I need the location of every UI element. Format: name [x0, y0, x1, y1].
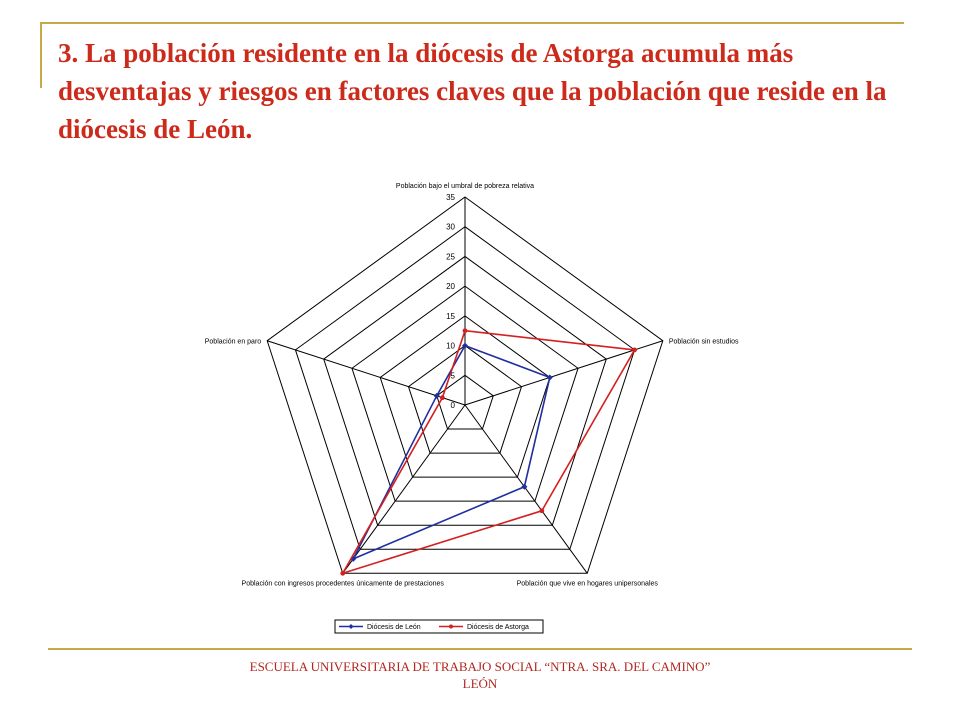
legend-label: Diócesis de León — [367, 624, 421, 631]
axis-spoke — [343, 405, 465, 573]
tick-label: 0 — [450, 401, 455, 410]
slide-title: 3. La población residente en la diócesis de Astorga acumula más desventajas y riesgos en factores claves que la población que reside en la diócesis de León. — [58, 38, 887, 144]
data-point — [440, 395, 445, 400]
radar-chart — [60, 170, 800, 640]
series-line — [343, 331, 635, 574]
top-border — [40, 22, 904, 24]
category-label: Población que vive en hogares unipersonales — [516, 580, 658, 588]
category-label: Población bajo el umbral de pobreza relativa — [395, 183, 535, 190]
tick-label: 25 — [446, 252, 455, 262]
footer — [0, 658, 960, 692]
legend-marker — [449, 625, 453, 629]
category-label: Población con ingresos procedentes únicamente de prestaciones — [241, 580, 444, 588]
data-point — [340, 571, 345, 576]
data-point — [632, 348, 637, 353]
category-label: Población sin estudios — [668, 338, 739, 346]
axis-spoke — [465, 405, 587, 573]
footer-city: LEÓN — [462, 676, 498, 691]
tick-label: 15 — [446, 311, 455, 321]
data-point — [463, 328, 468, 333]
tick-label: 30 — [446, 222, 455, 232]
tick-label: 5 — [450, 371, 455, 381]
tick-label: 35 — [446, 193, 455, 202]
tick-label: 20 — [446, 282, 455, 292]
legend-label: Diócesis de Astorga — [467, 624, 529, 631]
bottom-border — [48, 648, 912, 650]
category-label: Población en paro — [204, 338, 262, 346]
tick-label: 10 — [446, 341, 455, 351]
left-border — [40, 22, 42, 88]
data-point — [539, 508, 544, 513]
footer-institution: ESCUELA UNIVERSITARIA DE TRABAJO SOCIAL “NTRA. SRA. DEL CAMINO” — [249, 659, 711, 674]
